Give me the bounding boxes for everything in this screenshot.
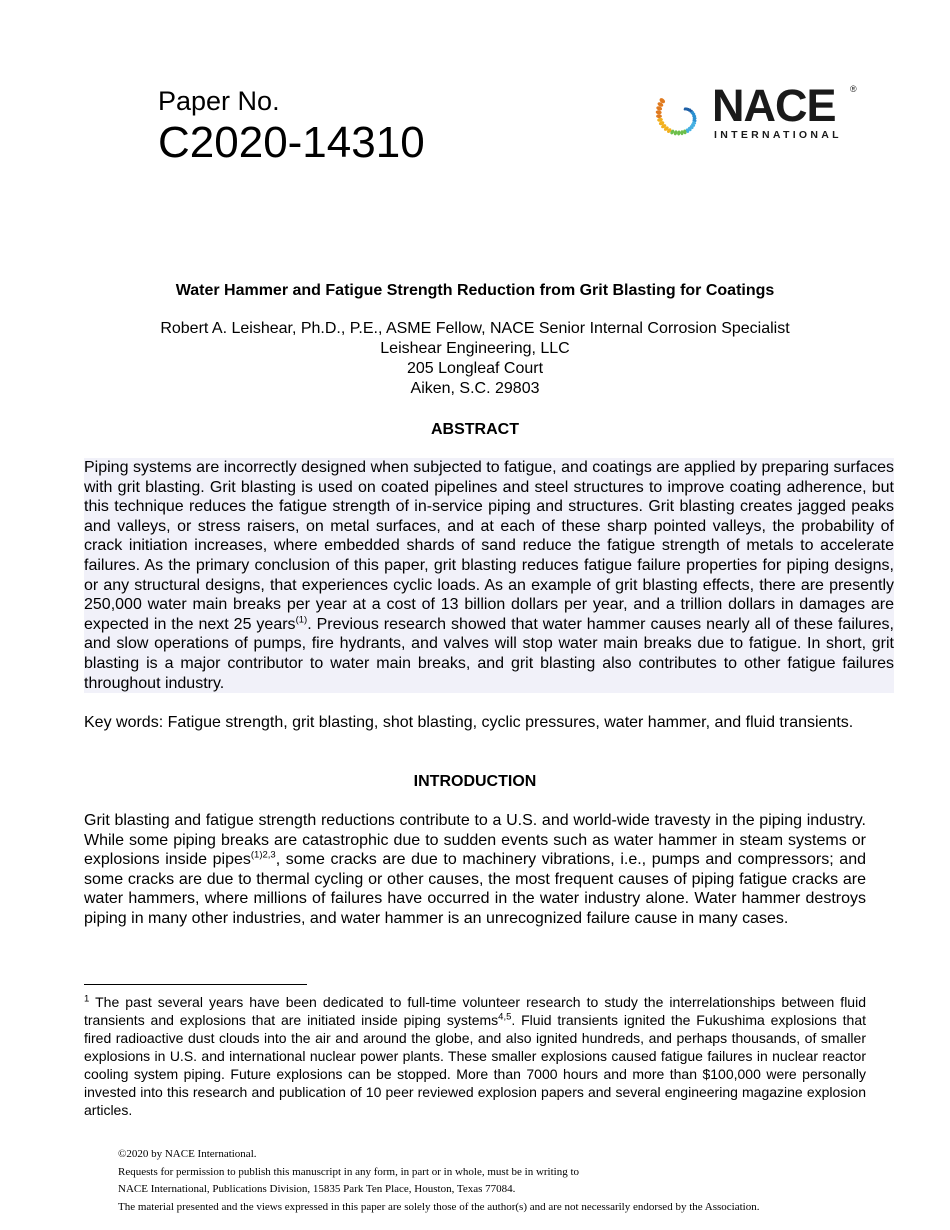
keywords: Key words: Fatigue strength, grit blasting, shot blasting, cyclic pressures, water hammer, and fluid transients.	[84, 714, 854, 731]
paper-title: Water Hammer and Fatigue Strength Reduction from Grit Blasting for Coatings	[175, 282, 775, 299]
address-line-nace: NACE International, Publications Division, 15835 Park Ten Place, Houston, Texas 77084.	[118, 1183, 516, 1195]
abstract-body-2: . Previous research showed that water hammer causes nearly all of these failures, and slow operations of pumps, fire hydrants, and valves will stop water main breaks due to fatigue. In short, grit blasting is a major contributor to water main breaks, and grit blasting also contributes to other fatigue failures throughout industry.	[84, 615, 894, 692]
abstract-reference: (1)	[295, 614, 308, 626]
permission-line: Requests for permission to publish this manuscript in any form, in part or in whole, must be in writing to	[118, 1165, 580, 1178]
footnote-body-1: The past several years have been dedicated to full-time volunteer research to study the interrelationships between fluid transients and explosions that are initiated inside piping systems	[84, 994, 866, 1028]
nace-logo	[654, 80, 864, 146]
logo-registered-mark: ®	[850, 84, 857, 94]
paper-label: Paper No.	[158, 86, 280, 116]
author-line: Robert A. Leishear, Ph.D., P.E., ASME Fellow, NACE Senior Internal Corrosion Specialist	[160, 320, 790, 337]
intro-reference: (1)2,3	[250, 849, 276, 861]
intro-body-2: , some cracks are due to machinery vibrations, i.e., pumps and compressors; and some cracks are due to thermal cycling or other causes, the most frequent causes of piping fatigue cracks are water hammers, where millions of failures have occurred in the water industry alone. Water hammer destroys piping in many other industries, and water hammer is an unrecognized failure cause in many cases.	[84, 851, 866, 927]
paper-number-block	[158, 86, 425, 168]
footnote-body-2: . Fluid transients ignited the Fukushima explosions that fired radioactive dust clouds into the air and around the globe, and also ignited hundreds, and perhaps thousands, of smaller explosions in U.S. and international nuclear power plants. These smaller explosions caused fatigue failures in nuclear reactor cooling system piping. Future explosions can be stopped. More than 7000 hours and more than $100,000 were personally invested into this research and publication of 10 peer reviewed explosion papers and several engineering magazine explosion articles.	[84, 1012, 866, 1118]
copyright-line: ©2020 by NACE International.	[118, 1148, 257, 1160]
introduction-text	[84, 811, 866, 929]
footnote-marker: 1	[84, 993, 90, 1005]
logo-swirl-dot	[655, 110, 662, 115]
author-block	[84, 319, 866, 399]
copyright-notice	[118, 1146, 878, 1216]
affiliation-line: Leishear Engineering, LLC	[380, 340, 570, 357]
abstract-text	[84, 458, 894, 693]
paper-number: C2020-14310	[158, 118, 425, 167]
intro-body-1: Grit blasting and fatigue strength reductions contribute to a U.S. and world-wide travesty in the piping industry. While some piping breaks are catastrophic due to sudden events such as water hammer in steam systems or explosions inside pipes	[84, 812, 866, 869]
footnote	[84, 993, 866, 1119]
introduction-heading: INTRODUCTION	[413, 773, 537, 790]
logo-swirl-dot	[680, 130, 683, 135]
abstract-heading: ABSTRACT	[431, 421, 519, 438]
nace-swirl-icon	[654, 86, 710, 146]
logo-swirl-dot	[677, 130, 681, 136]
logo-subtitle: INTERNATIONAL	[714, 129, 842, 141]
logo-swirl-dot	[656, 114, 662, 118]
disclaimer-line: The material presented and the views expressed in this paper are solely those of the author(s) and are not necessarily endorsed by the Association.	[118, 1200, 760, 1213]
footnote-reference: 4,5	[498, 1011, 512, 1023]
address-line: 205 Longleaf Court	[406, 360, 544, 377]
logo-name: NACE	[712, 80, 836, 131]
footnote-divider	[84, 984, 307, 985]
abstract-body-1: Piping systems are incorrectly designed when subjected to fatigue, and coatings are applied by preparing surfaces with grit blasting. Grit blasting is used on coated pipelines and steel structures to improve coating adherence, but this technique reduces the fatigue strength of in-service piping and structures. Grit blasting creates jagged peaks and valleys, or stress raisers, on metal surfaces, and at each of these sharp pointed valleys, the probability of crack initiation increases, where embedded shards of sand reduce the fatigue strength of metals to accelerate failures. As the primary conclusion of this paper, grit blasting reduces fatigue failure properties for piping designs, or any structural designs, that experiences cyclic loads. As an example of grit blasting effects, there are presently 250,000 water main breaks per year at a cost of 13 billion dollars per year, and a trillion dollars in damages are expected in the next 25 years	[84, 459, 894, 633]
city-line: Aiken, S.C. 29803	[410, 380, 540, 397]
